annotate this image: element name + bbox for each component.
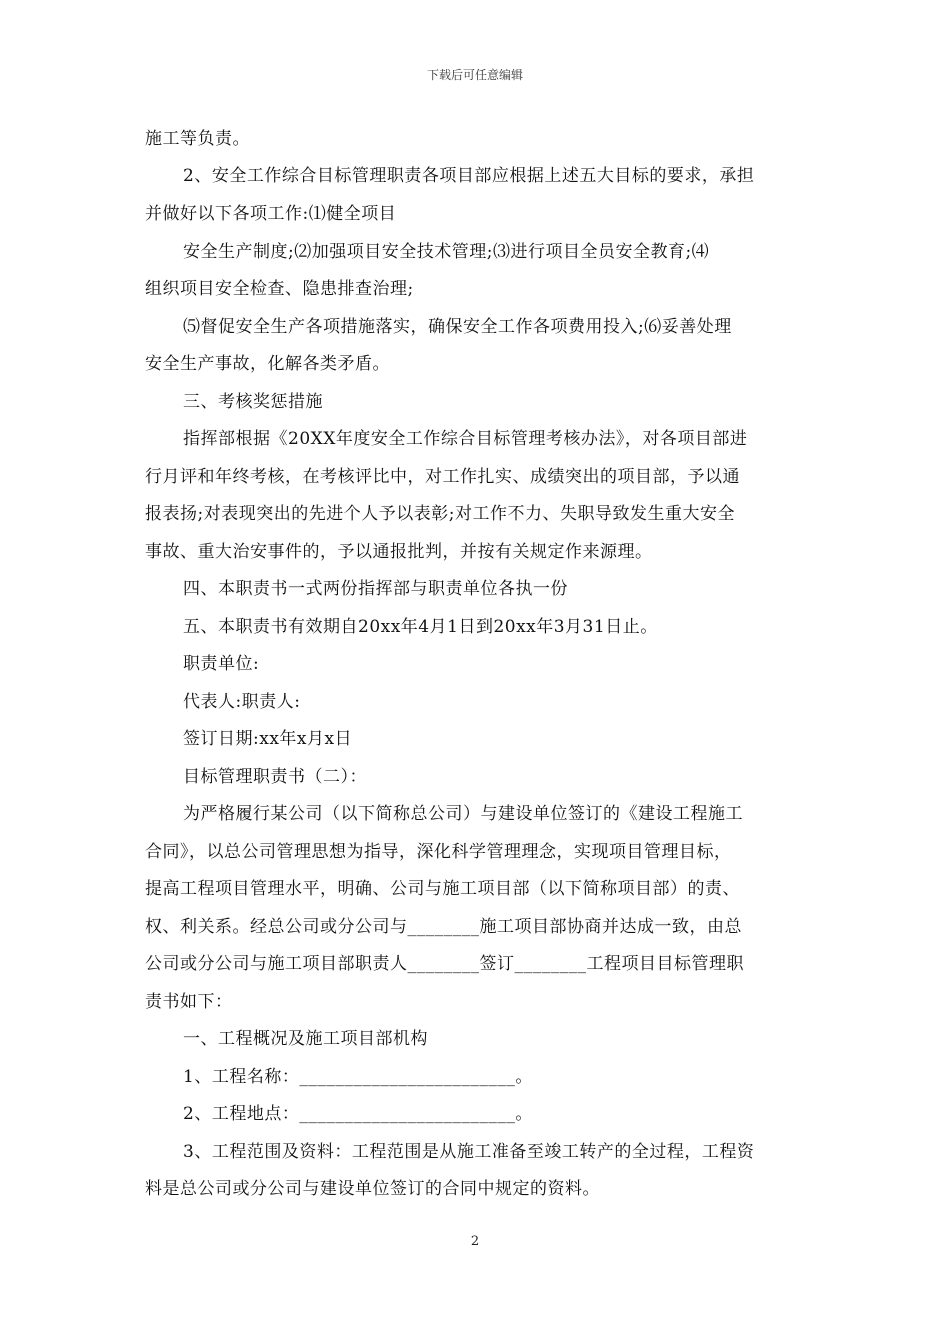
body-line: 并做好以下各项工作:⑴健全项目 <box>145 204 397 224</box>
body-line: 公司或分公司与施工项目部职责人________签订________工程项目目标管理职 <box>145 954 744 974</box>
body-line: 2、工程地点：________________________。 <box>183 1104 533 1124</box>
body-line: 施工等负责。 <box>145 129 250 149</box>
body-line: 事故、重大治安事件的，予以通报批判，并按有关规定作来源理。 <box>145 542 653 562</box>
body-line: 安全生产事故，化解各类矛盾。 <box>145 354 390 374</box>
body-line: 料是总公司或分公司与建设单位签订的合同中规定的资料。 <box>145 1179 600 1199</box>
body-line: 职责单位: <box>183 654 260 674</box>
page-header: 下载后可任意编辑 <box>426 68 523 82</box>
body-line: 指挥部根据《20XX年度安全工作综合目标管理考核办法》，对各项目部进 <box>183 429 748 449</box>
body-line: 1、工程名称：________________________。 <box>183 1067 533 1087</box>
body-line: 安全生产制度;⑵加强项目安全技术管理;⑶进行项目全员安全教育;⑷ <box>183 242 710 262</box>
section-heading: 五、本职责书有效期自20xx年4月1日到20xx年3月31日止。 <box>183 617 658 637</box>
body-line: 代表人:职责人: <box>183 692 301 712</box>
document-title: 目标管理职责书（二）： <box>183 767 367 787</box>
page-number: 2 <box>470 1234 480 1249</box>
body-line: 组织项目安全检查、隐患排查治理; <box>145 279 414 299</box>
body-line: 报表扬;对表现突出的先进个人予以表彰;对工作不力、失职导致发生重大安全 <box>145 504 735 524</box>
body-line: 权、利关系。经总公司或分公司与________施工项目部协商并达成一致，由总 <box>145 917 742 937</box>
body-line: 行月评和年终考核，在考核评比中，对工作扎实、成绩突出的项目部，予以通 <box>145 467 740 487</box>
body-line: 提高工程项目管理水平，明确、公司与施工项目部（以下简称项目部）的责、 <box>145 879 740 899</box>
body-line: 合同》，以总公司管理思想为指导，深化科学管理理念，实现项目管理目标， <box>145 842 732 862</box>
body-line: 责书如下： <box>145 992 233 1012</box>
body-line: 为严格履行某公司（以下简称总公司）与建设单位签订的《建设工程施工 <box>183 804 743 824</box>
body-line: 3、工程范围及资料：工程范围是从施工准备至竣工转产的全过程，工程资 <box>183 1142 755 1162</box>
body-line: 签订日期:xx年x月x日 <box>183 729 353 749</box>
section-heading: 四、本职责书一式两份指挥部与职责单位各执一份 <box>183 579 568 599</box>
section-heading: 一、工程概况及施工项目部机构 <box>183 1029 428 1049</box>
body-line: 2、安全工作综合目标管理职责各项目部应根据上述五大目标的要求，承担 <box>183 166 755 186</box>
section-heading: 三、考核奖惩措施 <box>183 392 323 412</box>
body-line: ⑸督促安全生产各项措施落实，确保安全工作各项费用投入;⑹妥善处理 <box>183 317 732 337</box>
